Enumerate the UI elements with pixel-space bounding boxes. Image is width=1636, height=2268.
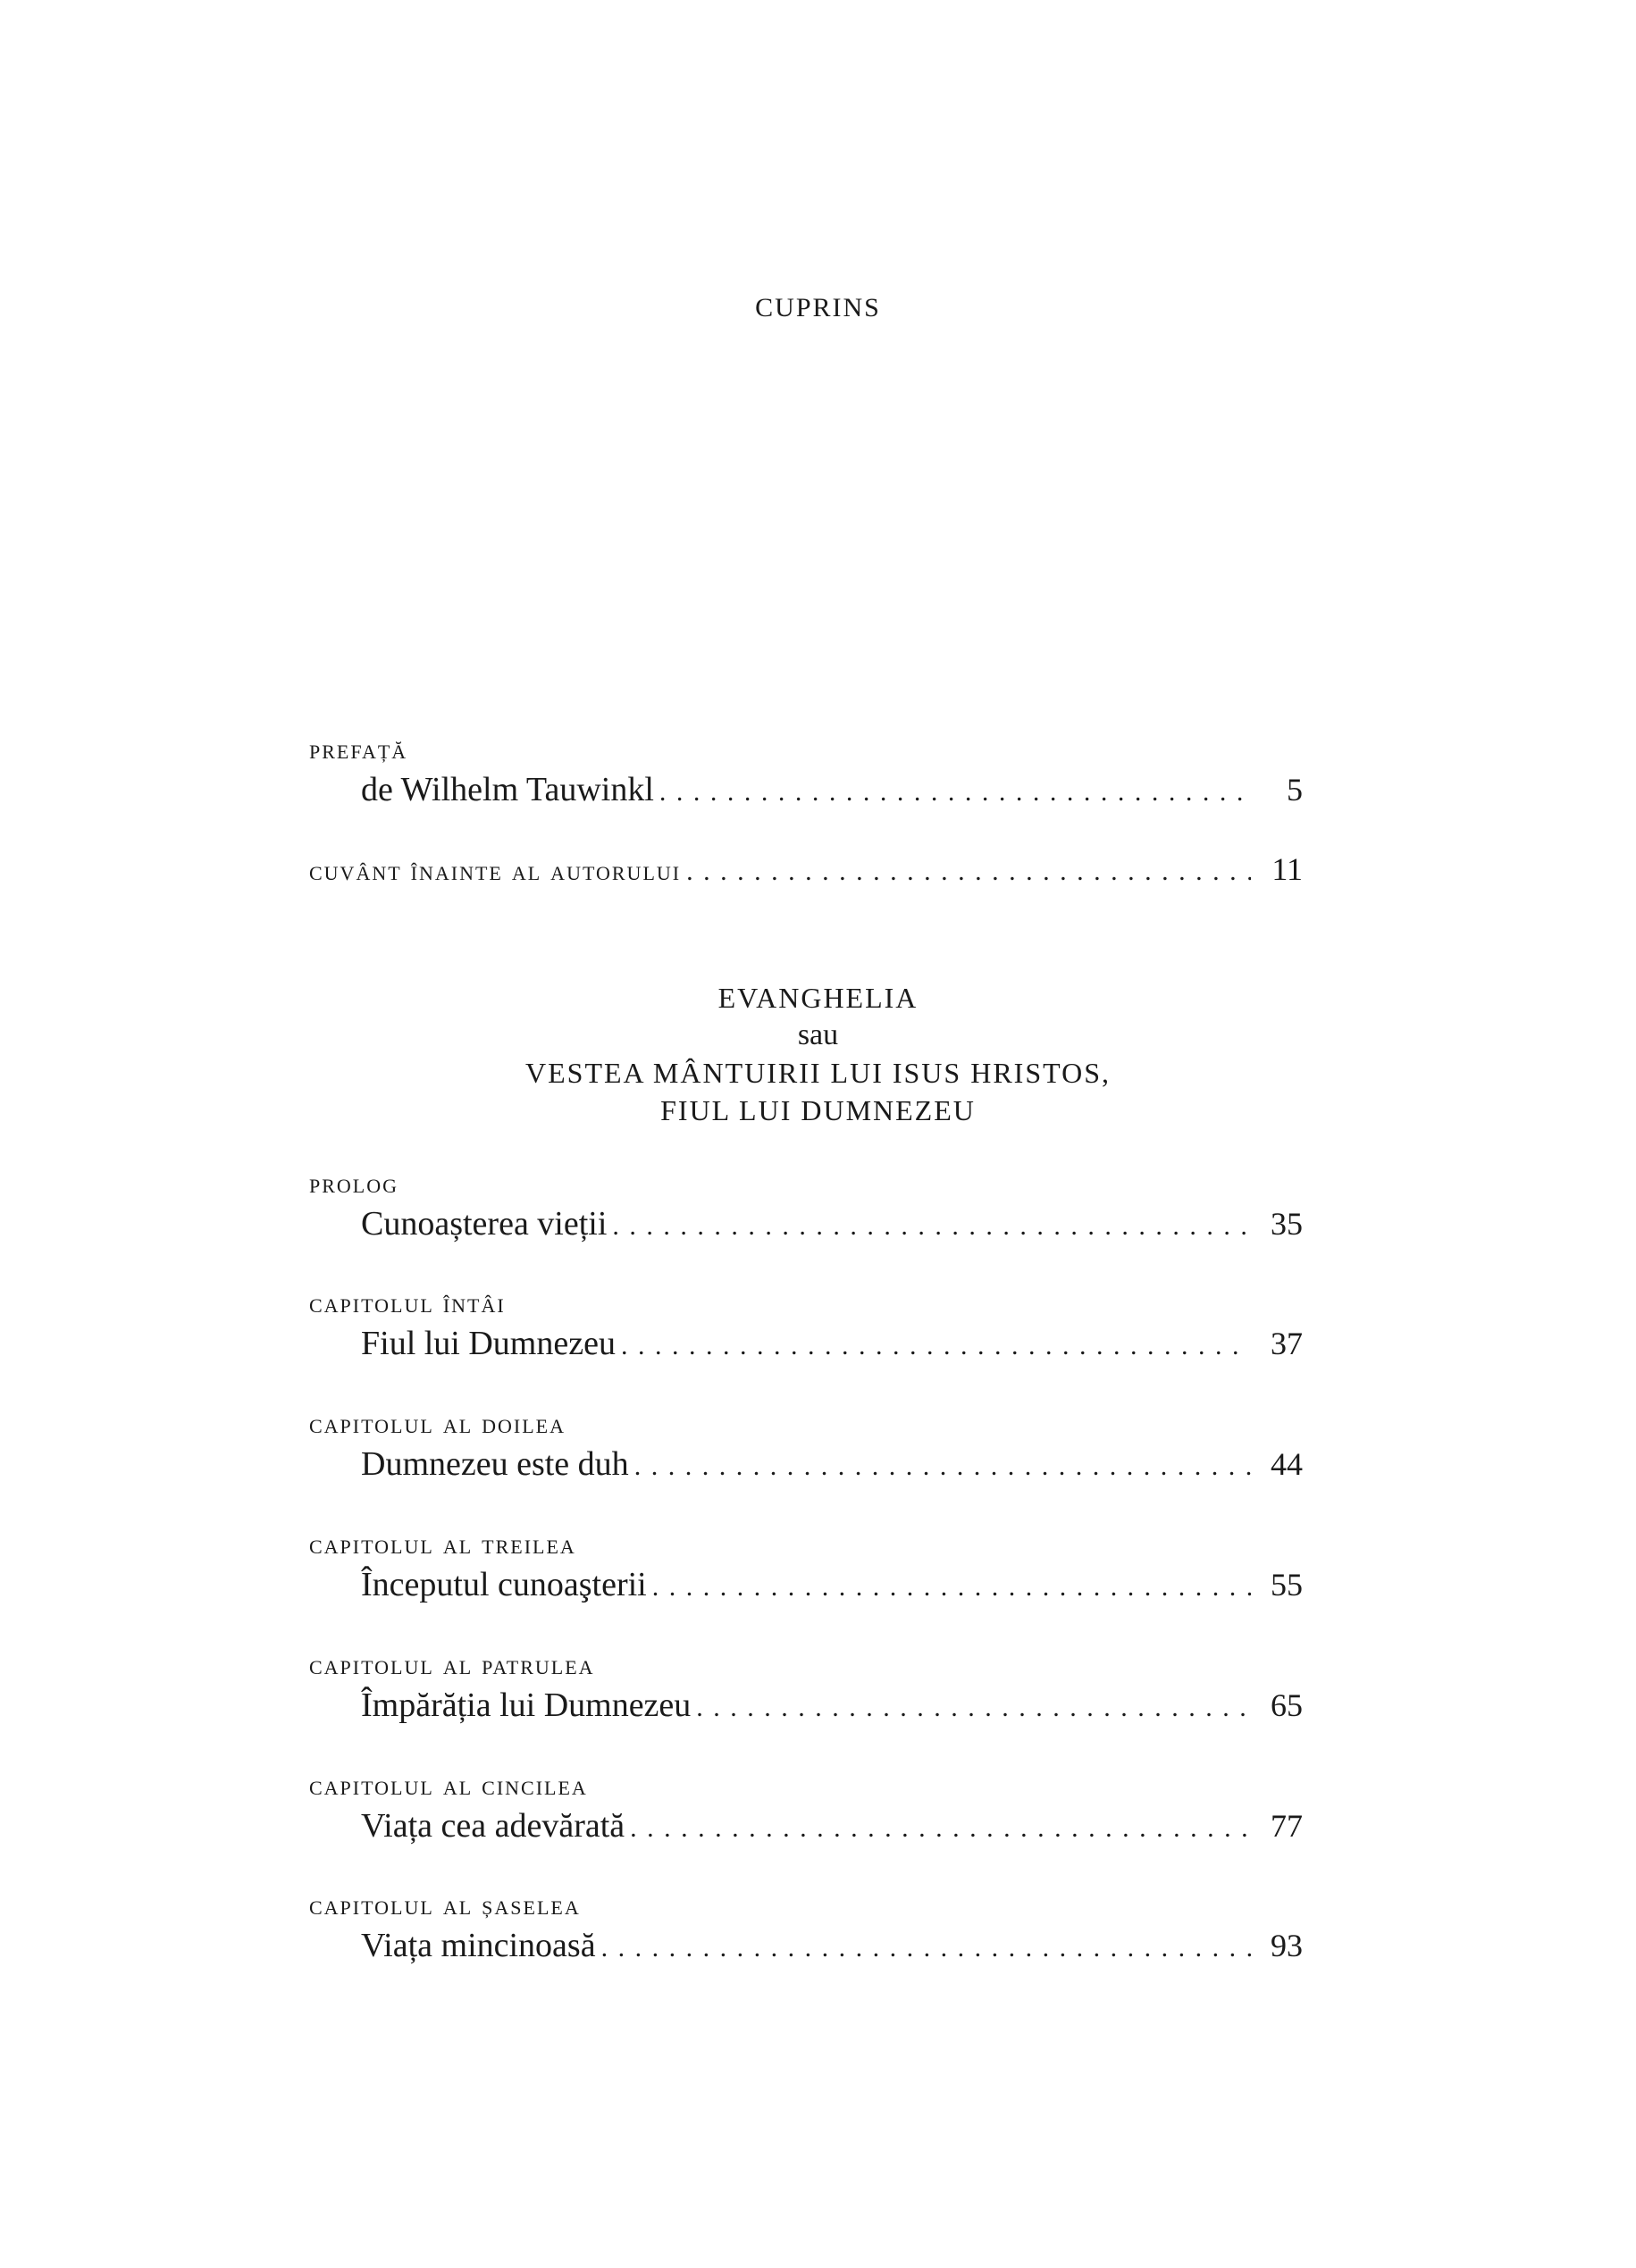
part-heading-line-4: FIUL LUI DUMNEZEU [660, 1094, 976, 1126]
toc-entry-foreword[interactable] [309, 850, 1303, 888]
part-heading-line-2: sau [797, 1018, 839, 1051]
dot-leader [630, 1813, 1251, 1844]
page-number: 93 [1271, 1928, 1303, 1963]
page-title: CUPRINS [755, 293, 881, 322]
dot-leader [652, 1572, 1251, 1603]
entry-title: cuvânt înainte al autorului [309, 854, 682, 886]
page-number: 65 [1271, 1687, 1303, 1723]
part-heading-line-1: EVANGHELIA [717, 982, 919, 1014]
page-number: 11 [1271, 851, 1303, 887]
toc-entry-chapter[interactable] [361, 1204, 1303, 1243]
entry-title: Dumnezeu este duh [361, 1445, 629, 1483]
section-heading-chapter-2: capitolul al doilea [309, 1407, 566, 1439]
page-number: 37 [1271, 1326, 1303, 1361]
page-number: 35 [1271, 1206, 1303, 1242]
section-heading-chapter-6: capitolul al șaselea [309, 1888, 581, 1921]
dot-leader [612, 1211, 1251, 1242]
entry-title: Viața cea adevărată [361, 1807, 625, 1845]
page-number: 5 [1287, 772, 1303, 808]
section-heading-chapter-5: capitolul al cincilea [309, 1769, 588, 1801]
section-heading-preface: prefață [309, 732, 408, 765]
toc-entry-chapter[interactable] [361, 1806, 1303, 1845]
dot-leader [634, 1452, 1251, 1482]
toc-entry-chapter[interactable] [361, 1686, 1303, 1725]
entry-title: Viața mincinoasă [361, 1927, 596, 1964]
section-heading-chapter-4: capitolul al patrulea [309, 1648, 595, 1680]
entry-title: Împărăția lui Dumnezeu [361, 1686, 692, 1724]
page-number: 77 [1271, 1808, 1303, 1844]
dot-leader [696, 1693, 1251, 1723]
section-heading-chapter-3: capitolul al treilea [309, 1527, 576, 1560]
toc-entry-preface[interactable] [361, 770, 1303, 809]
entry-title: Fiul lui Dumnezeu [361, 1325, 616, 1362]
section-heading-chapter-1: capitolul întâi [309, 1286, 506, 1318]
toc-entry-chapter[interactable] [361, 1444, 1303, 1484]
dot-leader [621, 1331, 1251, 1361]
page-number: 44 [1271, 1446, 1303, 1482]
entry-title: de Wilhelm Tauwinkl [361, 771, 654, 808]
toc-entry-chapter[interactable] [361, 1926, 1303, 1965]
part-heading [0, 979, 1636, 1129]
part-heading-line-3: VESTEA MÂNTUIRII LUI ISUS HRISTOS, [525, 1057, 1111, 1089]
page-number: 55 [1271, 1567, 1303, 1603]
toc-entry-chapter[interactable] [361, 1565, 1303, 1604]
dot-leader [659, 777, 1251, 808]
dot-leader [601, 1933, 1251, 1963]
toc-entry-chapter[interactable] [361, 1324, 1303, 1363]
section-heading-prolog: prolog [309, 1167, 399, 1199]
dot-leader [686, 857, 1251, 887]
entry-title: Începutul cunoaşterii [361, 1566, 647, 1603]
entry-title: Cunoașterea vieții [361, 1205, 608, 1243]
